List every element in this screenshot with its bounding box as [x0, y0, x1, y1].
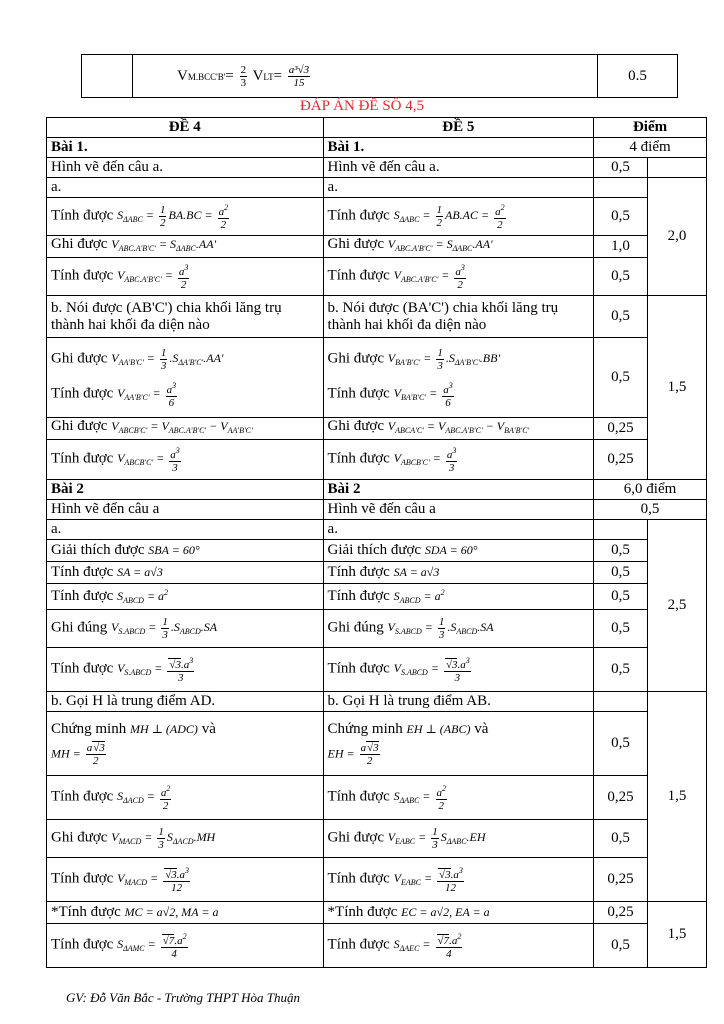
- bai2-giai-score: 0,5: [594, 540, 648, 562]
- bai2-cm-de4: Chứng minh MH ⊥ (ADC) và MH = $\frac{a√3}{2}$: [47, 712, 324, 776]
- bai1-b-de5: b. Nói được (BA'C') chia khối lăng trụ thành hai khối đa diện nào: [323, 296, 594, 338]
- bai2-vv-score: 0,5: [594, 648, 648, 692]
- header-de4: ĐỀ 4: [47, 118, 324, 138]
- bai2-vm-de5: Ghi được $V_{EABC}$ = $\frac{1}{3}$ $S_{\Delta ABC}.EH$: [323, 820, 594, 858]
- bai1-diff-de5: Ghi được $V_{ABCA'C'} = V_{ABC.A'B'C'} - V_{BA'B'C'}$: [323, 418, 594, 440]
- bai2-vm-de4: Ghi được $V_{MACD}$ = $\frac{1}{3}$ $S_{\Delta ACD}.MH$: [47, 820, 324, 858]
- header-de5: ĐỀ 5: [323, 118, 594, 138]
- bai2-label-de4: Bài 2: [47, 480, 324, 500]
- bai1-group-b-score: 1,5: [648, 296, 707, 480]
- bai2-group-c-score: 1,5: [648, 902, 707, 968]
- bai2-vr-de4: Tính được $V_{MACD}$ = $\frac{√3.a^3}{12}$: [47, 858, 324, 902]
- bai1-hinh-de4: Hình vẽ đến câu a.: [47, 158, 324, 178]
- bai2-hinh-score: 0,5: [594, 500, 707, 520]
- bai2-cm-score: 0,5: [594, 712, 648, 776]
- bai2-vv-de5: Tính được $V_{S.ABCD}$ = $\frac{√3.a^3}{3}$: [323, 648, 594, 692]
- bai1-b-score: 0,5: [594, 296, 648, 338]
- bai1-v1-score: 1,0: [594, 236, 648, 258]
- bai1-label-de5: Bài 1.: [323, 138, 594, 158]
- bai2-vr-score: 0,25: [594, 858, 648, 902]
- bai1-last-de5: Tính được $V_{ABCB'C'}$ = $\frac{a^3}{3}$: [323, 440, 594, 480]
- bai1-a-de4: a.: [47, 178, 324, 198]
- top-score: 0.5: [598, 55, 678, 98]
- bai2-v-de4: Ghi đúng $V_{S.ABCD}$ = $\frac{1}{3}$ $.S_{ABCD}.SA$: [47, 610, 324, 648]
- bai1-last-de4: Tính được $V_{ABCB'C'}$ = $\frac{a^3}{3}$: [47, 440, 324, 480]
- bai1-ghi-tinh-de4: Ghi được $V_{AA'B'C'}$ = $\frac{1}{3}$ $.S_{\Delta A'B'C'}.AA'$ Tính được $V_{AA'B'C'}$ = $\frac{a^3}{6}$: [47, 338, 324, 418]
- bai1-v1-de4: Ghi được $V_{ABC.A'B'C'} = S_{\Delta ABC}.AA'$: [47, 236, 324, 258]
- bai1-s-abc-de4: Tính được $S_{\Delta ABC}$ = $\frac{1}{2}$ BA.BC = $\frac{a^2}{2}$: [47, 198, 324, 236]
- bai1-v1-de5: Ghi được $V_{ABC.A'B'C'} = S_{\Delta ABC}.AA'$: [323, 236, 594, 258]
- bai2-label-de5: Bài 2: [323, 480, 594, 500]
- bai1-v2-de4: Tính được $V_{ABC.A'B'C'}$ = $\frac{a^3}{2}$: [47, 258, 324, 296]
- bai2-last-de5: Tính được $S_{\Delta AEC}$ = $\frac{√7.a^2}{4}$: [323, 924, 594, 968]
- bai2-sa-score: 0,5: [594, 562, 648, 584]
- bai2-giai-de5: Giải thích được SDA = 60°: [323, 540, 594, 562]
- bai1-last-score: 0,25: [594, 440, 648, 480]
- bai2-hinh-de4: Hình vẽ đến câu a: [47, 500, 324, 520]
- bai2-v-score: 0,5: [594, 610, 648, 648]
- bai2-vv-de4: Tính được $V_{S.ABCD}$ = $\frac{√3.a^3}{3}$: [47, 648, 324, 692]
- bai2-star-de5: *Tính được EC = a√2, EA = a: [323, 902, 594, 924]
- bai1-s-abc-de5: Tính được $S_{\Delta ABC}$ = $\frac{1}{2}$ AB.AC = $\frac{a^2}{2}$: [323, 198, 594, 236]
- bai1-hinh-de5: Hình vẽ đến câu a.: [323, 158, 594, 178]
- bai2-sabcd-score: 0,5: [594, 584, 648, 610]
- bai2-sa-de4: Tính được SA = a√3: [47, 562, 324, 584]
- bai1-v2-de5: Tính được $V_{ABC.A'B'C'}$ = $\frac{a^3}{2}$: [323, 258, 594, 296]
- bai2-sa-de5: Tính được SA = a√3: [323, 562, 594, 584]
- bai1-diff-score: 0,25: [594, 418, 648, 440]
- bai2-star-de4: *Tính được MC = a√2, MA = a: [47, 902, 324, 924]
- bai1-hinh-score: 0,5: [594, 158, 648, 178]
- bai2-b-de5: b. Gọi H là trung điểm AB.: [323, 692, 594, 712]
- bai2-hinh-de5: Hình vẽ đến câu a: [323, 500, 594, 520]
- bai2-group-b-score: 1,5: [648, 692, 707, 902]
- bai2-sabcd-de4: Tính được $S_{ABCD} = a^2$: [47, 584, 324, 610]
- bai2-last-de4: Tính được $S_{\Delta AMC}$ = $\frac{√7.a^2}{4}$: [47, 924, 324, 968]
- bai1-points: 4 điểm: [594, 138, 707, 158]
- bai2-v-de5: Ghi đúng $V_{S.ABCD}$ = $\frac{1}{3}$ $.S_{ABCD}.SA$: [323, 610, 594, 648]
- bai2-vm-score: 0,5: [594, 820, 648, 858]
- bai1-v2-score: 0,5: [594, 258, 648, 296]
- volume-ratio-cell: VM.BCC'B'= $\frac{2}{3}$ VLT= $\frac{\text{a³√3}}{15}$: [133, 55, 598, 98]
- bai1-a-de5: a.: [323, 178, 594, 198]
- bai2-a-de5: a.: [323, 520, 594, 540]
- bai2-sabcd-de5: Tính được $S_{ABCD} = a^2$: [323, 584, 594, 610]
- bai2-last-score: 0,5: [594, 924, 648, 968]
- bai2-a-de4: a.: [47, 520, 324, 540]
- bai2-vr-de5: Tính được $V_{EABC}$ = $\frac{√3.a^3}{12}$: [323, 858, 594, 902]
- bai2-points: 6,0 điểm: [594, 480, 707, 500]
- bai2-group-a-score: 2,5: [648, 520, 707, 692]
- page-title: ĐÁP ÁN ĐỀ SỐ 4,5: [299, 98, 425, 114]
- bai1-group-a-score: 2,0: [648, 178, 707, 296]
- bai2-cm-de5: Chứng minh EH ⊥ (ABC) và EH = $\frac{a√3}{2}$: [323, 712, 594, 776]
- bai2-star-score: 0,25: [594, 902, 648, 924]
- bai1-b-de4: b. Nói được (AB'C') chia khối lăng trụ thành hai khối đa diện nào: [47, 296, 324, 338]
- bai1-ghi-tinh-de5: Ghi được $V_{BA'B'C'}$ = $\frac{1}{3}$ $.S_{\Delta A'B'C'}.BB'$ Tính được $V_{BA'B'C'}$ = $\frac{a^3}{6}$: [323, 338, 594, 418]
- bai2-tri-score: 0,25: [594, 776, 648, 820]
- bai1-diff-de4: Ghi được $V_{ABCB'C'} = V_{ABC.A'B'C'} - V_{AA'B'C'}$: [47, 418, 324, 440]
- bai1-s-score: 0,5: [594, 198, 648, 236]
- bai2-tri-de4: Tính được $S_{\Delta ACD}$ = $\frac{a^2}{2}$: [47, 776, 324, 820]
- bai1-label-de4: Bài 1.: [47, 138, 324, 158]
- bai2-giai-de4: Giải thích được SBA = 60°: [47, 540, 324, 562]
- bai2-b-de4: b. Gọi H là trung điểm AD.: [47, 692, 324, 712]
- top-summary-table: [81, 54, 678, 98]
- answer-table: [46, 117, 707, 968]
- bai1-ghi-tinh-score: 0,5: [594, 338, 648, 418]
- footer-author: GV: Đỗ Văn Bắc - Trường THPT Hòa Thuận: [66, 990, 300, 1005]
- header-diem: Điểm: [594, 118, 707, 138]
- bai2-tri-de5: Tính được $S_{\Delta ABC}$ = $\frac{a^2}{2}$: [323, 776, 594, 820]
